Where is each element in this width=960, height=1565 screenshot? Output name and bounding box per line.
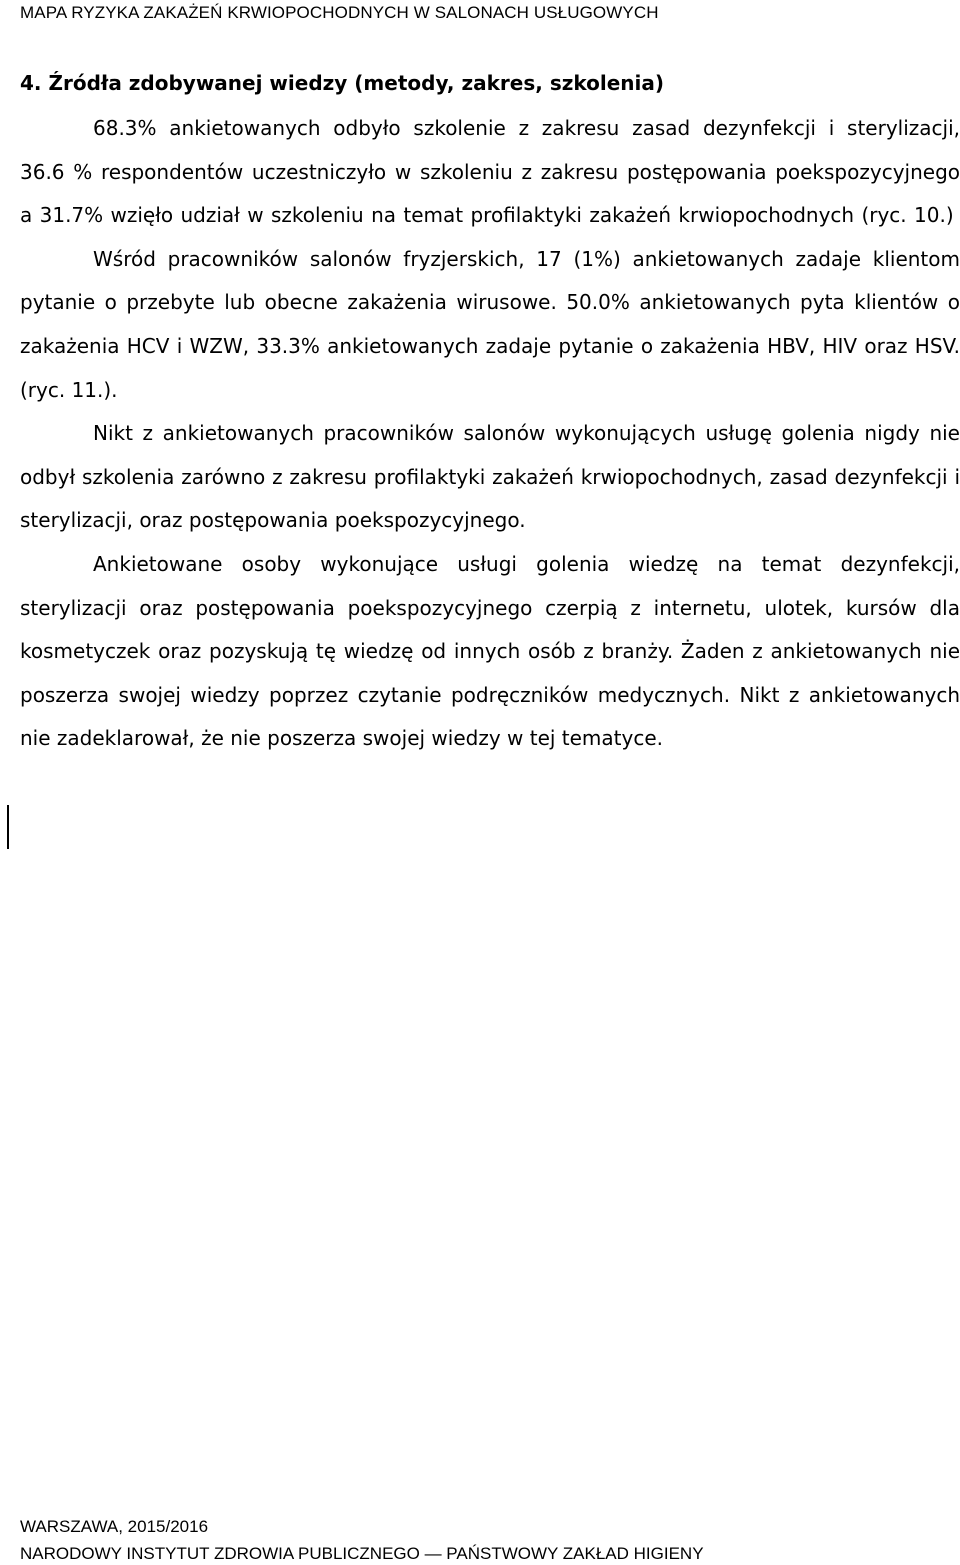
section-heading: 4. Źródła zdobywanej wiedzy (metody, zakres, szkolenia) [20,71,665,95]
paragraph-training-stats: 68.3% ankietowanych odbyło szkolenie z zakresu zasad dezynfekcji i sterylizacji, 36.6 % respondentów uczestniczyło w szkoleniu z zakresu postępowania poekspozycyjnego a 31.7% wzięło udział w szkoleniu na temat profilaktyki zakażeń krwiopochodnych (ryc. 10.) [20,116,960,228]
section-body [20,107,960,761]
paragraph-shaving-no-training: Nikt z ankietowanych pracowników salonów wykonujących usługę golenia nigdy nie odbył szkolenia zarówno z zakresu profilaktyki zakażeń krwiopochodnych, zasad dezynfekcji i sterylizacji, oraz postępowania poekspozycyjnego. [20,421,960,533]
footer-place-date: WARSZAWA, 2015/2016 [20,1517,209,1536]
paragraph-hairdresser-questions: Wśród pracowników salonów fryzjerskich, 17 (1%) ankietowanych zadaje klientom pytanie o przebyte lub obecne zakażenia wirusowe. 50.0% ankietowanych pyta klientów o zakażenia HCV i WZW, 33.3% ankietowanych zadaje pytanie o zakażenia HBV, HIV oraz HSV. (ryc. 11.). [20,246,960,402]
paragraph-knowledge-sources: Ankietowane osoby wykonujące usługi golenia wiedzę na temat dezynfekcji, sterylizacji oraz postępowania poekspozycyjnego czerpią z internetu, ulotek, kursów dla kosmetyczek oraz pozyskują tę wiedzę od innych osób z branży. Żaden z ankietowanych nie poszerza swojej wiedzy poprzez czytanie podręczników medycznych. Nikt z ankietowanych nie zadeklarował, że nie poszerza swojej wiedzy w tej tematyce. [20,551,960,751]
footer-institution: NARODOWY INSTYTUT ZDROWIA PUBLICZNEGO — PAŃSTWOWY ZAKŁAD HIGIENY [20,1544,704,1563]
margin-change-bar [7,805,9,849]
running-header: MAPA RYZYKA ZAKAŻEŃ KRWIOPOCHODNYCH W SALONACH USŁUGOWYCH [20,3,659,22]
